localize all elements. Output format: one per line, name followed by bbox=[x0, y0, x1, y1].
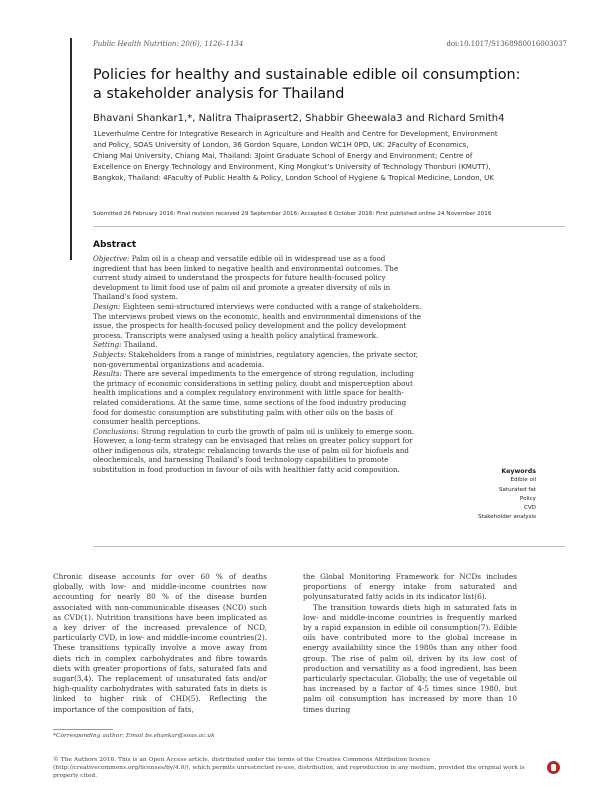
body-paragraph: the Global Monitoring Framework for NCDs includes proportions of energy intake from saturated and polyunsaturated fatty acids in its indicator list(6). bbox=[303, 572, 517, 602]
corresponding-author-footnote: *Corresponding author: Email bs.shankar@soas.ac.uk bbox=[53, 733, 215, 739]
keyword: Edible oil bbox=[510, 477, 536, 484]
keyword: CVD bbox=[523, 505, 536, 512]
body-column-left bbox=[53, 572, 267, 715]
title-line-2: a stakeholder analysis for Thailand bbox=[93, 86, 345, 102]
license-notice: © The Authors 2016. This is an Open Access article, distributed under the terms of the Creative Commons Attribution licence (http://creativecommons.org/licenses/by/4.0/), which permits unrestricted re-use, distribution, and reproduction in any medium, provided the original work is properly cited. bbox=[53, 757, 525, 779]
title-line-1: Policies for healthy and sustainable edible oil consumption: bbox=[93, 67, 521, 83]
keywords-box bbox=[470, 467, 536, 523]
keyword: Stakeholder analysis bbox=[478, 514, 536, 521]
affiliations bbox=[93, 128, 553, 183]
keyword: Saturated fat bbox=[499, 486, 536, 493]
sidebar-rule bbox=[70, 38, 72, 260]
article-title bbox=[93, 66, 563, 104]
divider bbox=[93, 546, 565, 547]
abstract-setting: Setting: Thailand. bbox=[93, 340, 158, 350]
body-paragraph: Chronic disease accounts for over 60 % of deaths globally, with low- and middle-income countries now accounting for nearly 80 % of the disease burden associated with non-communicable diseases (NCD) such as CVD(1). Nutrition transitions have been implicated as a key driver of the increased prevalence of NCD, particularly CVD, in low- and middle-income countries(2). These transitions typically involve a move away from diets rich in complex carbohydrates and fibre towards diets with greater proportions of fats, saturated fats and sugar(3,4). The replacement of unsaturated fats and/or high-quality carbohydrates with saturated fats in diets is linked to higher risk of CHD(5). Reflecting the importance of the composition of fats, bbox=[53, 572, 267, 714]
abstract-heading: Abstract bbox=[93, 240, 137, 250]
abstract-results: Results: There are several impediments to the emergence of strong regulation, including the primacy of economic considerations in setting policy, doubt and misperception about health implications and a complex regulatory environment with little space for health-related considerations. At the same time, some sections of the food industry producing food for domestic consumption are substituting palm with other oils on the basis of consumer health perceptions. bbox=[93, 369, 414, 427]
crossmark-icon[interactable] bbox=[547, 761, 560, 774]
footnote-rule bbox=[53, 729, 113, 730]
affiliation-line: 1Leverhulme Centre for Integrative Research in Agriculture and Health and Centre for Development, Environment bbox=[93, 129, 498, 138]
keywords-heading: Keywords bbox=[501, 468, 536, 475]
divider bbox=[93, 226, 565, 227]
abstract-subjects: Subjects: Stakeholders from a range of ministries, regulatory agencies, the private sector, non-governmental organizations and academia. bbox=[93, 349, 418, 369]
abstract-conclusions: Conclusions: Strong regulation to curb the growth of palm oil is unlikely to emerge soon. However, a long-term strategy can be envisaged that relies on greater policy support for other indigenous oils, strategic rebalancing towards the use of palm oil for biofuels and oleochemicals, and harnessing Thailand’s food technology capabilities to promote substitution in food production in favour of oils with healthier fatty acid composition. bbox=[93, 426, 415, 475]
author-list: Bhavani Shankar1,*, Nalitra Thaiprasert2, Shabbir Gheewala3 and Richard Smith4 bbox=[93, 113, 505, 124]
submission-dates: Submitted 26 February 2016: Final revision received 29 September 2016: Accepted 6 October 2016: First published online 24 November 2016 bbox=[93, 211, 492, 217]
abstract-objective: Objective: Palm oil is a cheap and versatile edible oil in widespread use as a food ingredient that has been linked to negative health and environmental outcomes. The current study aimed to understand the prospects for future health-focused policy development to limit food use of palm oil and promote a greater diversity of oils in Thailand’s food system. bbox=[93, 254, 399, 302]
abstract-design: Design: Eighteen semi-structured interviews were conducted with a range of stakeholders. The interviews probed views on the economic, health and environmental dimensions of the issue, the prospects for health-focused policy development and the policy development process. Transcripts were analysed using a health policy analytical framework. bbox=[93, 301, 422, 340]
keyword: Policy bbox=[519, 495, 536, 502]
affiliation-line: Chiang Mai University, Chiang Mai, Thailand: 3Joint Graduate School of Energy and Environment; Centre of bbox=[93, 151, 473, 160]
body-paragraph: The transition towards diets high in saturated fats in low- and middle-income countries is frequently marked by a rapid expansion in edible oil consumption(7). Edible oils have contributed more to the global increase in energy availability since the 1980s than any other food group. The rise of palm oil, driven by its low cost of production and versatility as a food ingredient, has been particularly spectacular. Globally, the use of vegetable oil has increased by a factor of 4·5 times since 1980, but palm oil consumption has increased by more than 10 times during bbox=[303, 602, 517, 714]
affiliation-line: Bangkok, Thailand: 4Faculty of Public Health & Policy, London School of Hygiene & Tropical Medicine, London, UK bbox=[93, 173, 494, 182]
journal-header: Public Health Nutrition: 20(6), 1126–1134 bbox=[93, 40, 244, 48]
affiliation-line: Excellence on Energy Technology and Environment, King Mongkut’s University of Technology Thonburi (KMUTT), bbox=[93, 162, 491, 171]
body-column-right bbox=[303, 572, 517, 715]
abstract-body bbox=[93, 254, 423, 475]
doi-header: doi:10.1017/S1368980016003037 bbox=[446, 40, 567, 48]
affiliation-line: and Policy, SOAS University of London, 36 Gordon Square, London WC1H 0PD, UK: 2Faculty of Economics, bbox=[93, 140, 469, 149]
